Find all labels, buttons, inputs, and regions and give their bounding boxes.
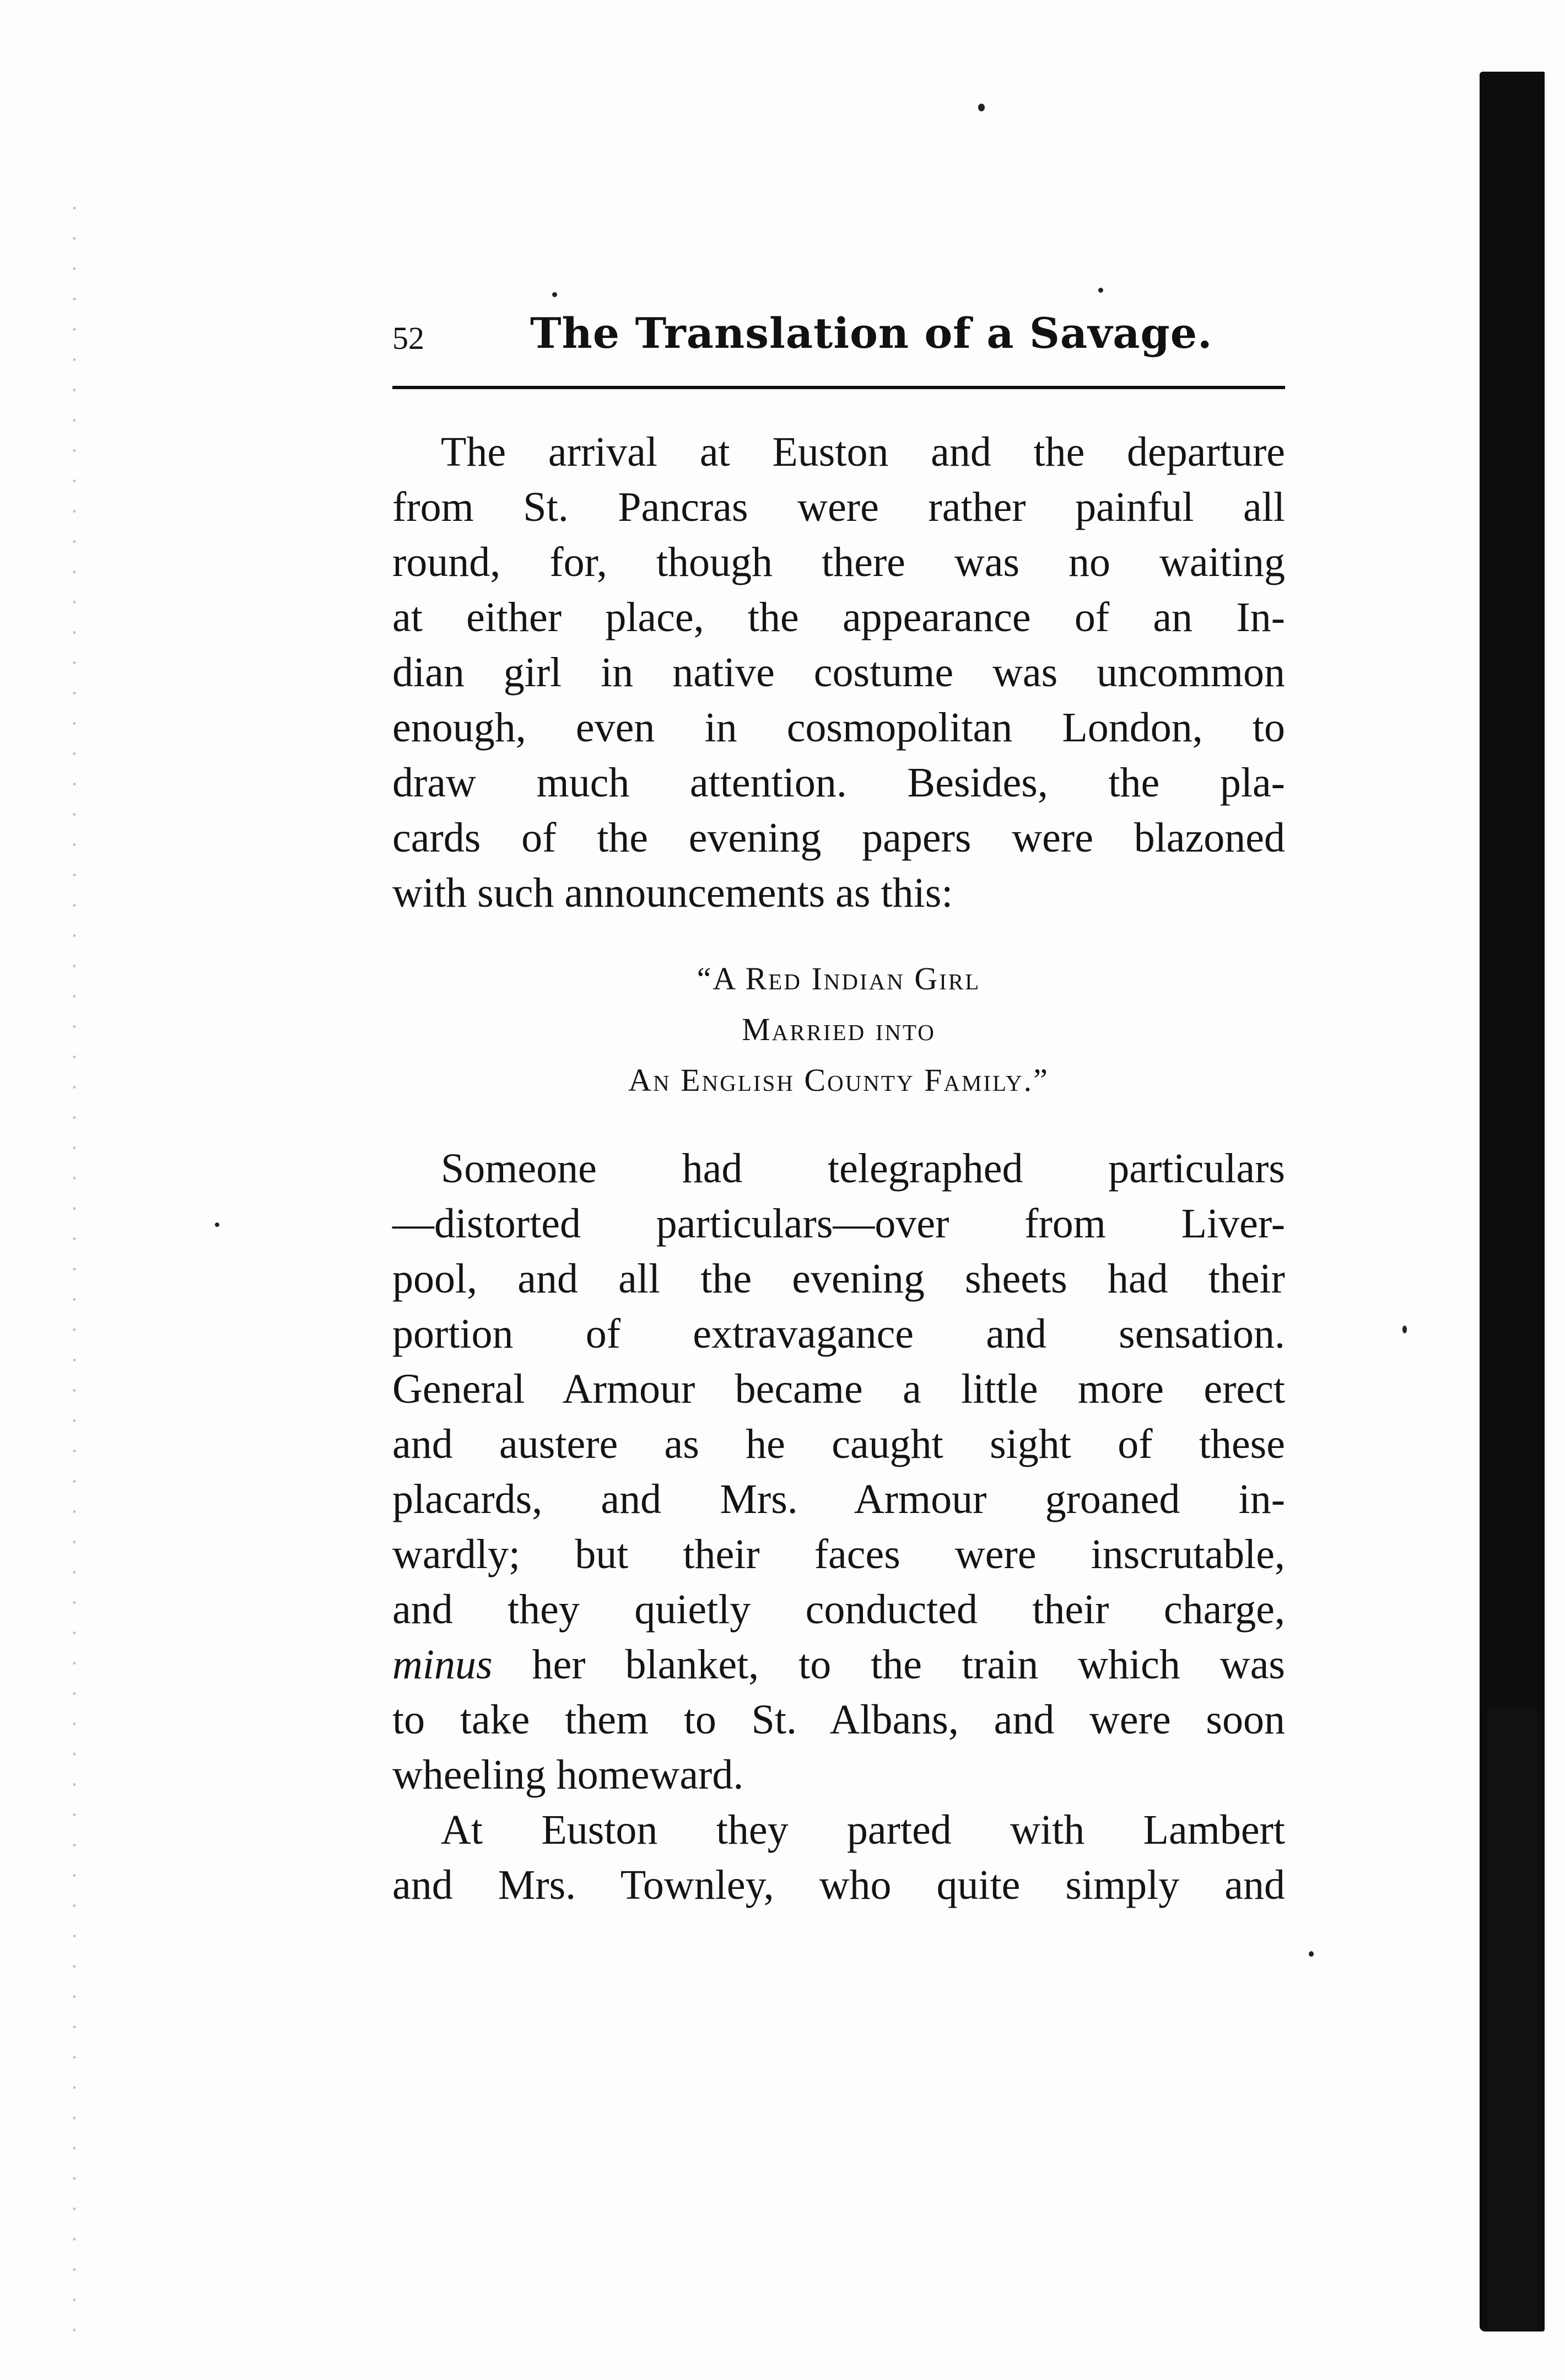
scan-speck xyxy=(1309,1951,1314,1957)
text-line: General Armour became a little more erect xyxy=(392,1366,1285,1412)
text-line: and Mrs. Townley, who quite simply and xyxy=(392,1862,1285,1908)
text-line: cards of the evening papers were blazoned xyxy=(392,815,1285,861)
text-line: pool, and all the evening sheets had their xyxy=(392,1256,1285,1302)
text-line: at either place, the appearance of an In- xyxy=(392,594,1285,640)
left-margin-specks xyxy=(69,193,80,2343)
text-line: and austere as he caught sight of these xyxy=(392,1421,1285,1467)
text-line: wheeling homeward. xyxy=(392,1752,744,1798)
text-line: placards, and Mrs. Armour groaned in- xyxy=(392,1476,1285,1522)
text-line: Someone had telegraphed particulars xyxy=(441,1145,1285,1192)
text-line: dian girl in native costume was uncommon xyxy=(392,649,1285,696)
text-line: with such announcements as this: xyxy=(392,870,953,916)
paragraph-2 xyxy=(392,1141,1285,1802)
text-line: to take them to St. Albans, and were soon xyxy=(392,1697,1285,1743)
text-line: round, for, though there was no waiting xyxy=(392,539,1285,585)
paragraph-3 xyxy=(392,1802,1285,1913)
headline-line: “A Red Indian Girl xyxy=(697,961,981,997)
italic-word: minus xyxy=(392,1641,493,1688)
running-title: The Translation of a Savage. xyxy=(530,309,1213,358)
paragraph-1 xyxy=(392,424,1285,920)
scan-speck xyxy=(552,292,557,297)
scan-speck xyxy=(978,104,985,111)
text-line: wardly; but their faces were inscrutable, xyxy=(392,1531,1285,1577)
binding-shadow-lower xyxy=(1488,1709,1537,2331)
text-line: from St. Pancras were rather painful all xyxy=(392,484,1285,530)
text-line: draw much attention. Besides, the pla- xyxy=(392,760,1285,806)
text-line: portion of extravagance and sensation. xyxy=(392,1311,1285,1357)
text-line: The arrival at Euston and the departure xyxy=(441,429,1285,475)
scan-speck xyxy=(1402,1326,1407,1333)
text-line: —distorted particulars—over from Liver- xyxy=(392,1200,1285,1247)
page-number: 52 xyxy=(392,320,424,356)
text-line: At Euston they parted with Lambert xyxy=(441,1807,1285,1853)
text-line: and they quietly conducted their charge, xyxy=(392,1586,1285,1633)
headline-line: Married into xyxy=(742,1011,936,1047)
text-line-with-italic xyxy=(392,1637,1285,1692)
text-line: enough, even in cosmopolitan London, to xyxy=(392,704,1285,751)
page-header xyxy=(392,309,1285,369)
text-line-rest: her blanket, to the train which was xyxy=(532,1641,1285,1688)
scan-speck xyxy=(1098,288,1103,293)
newspaper-headline xyxy=(392,954,1285,1106)
headline-line: An English County Family.” xyxy=(628,1062,1049,1098)
scan-speck xyxy=(215,1223,219,1227)
header-rule xyxy=(392,386,1285,389)
